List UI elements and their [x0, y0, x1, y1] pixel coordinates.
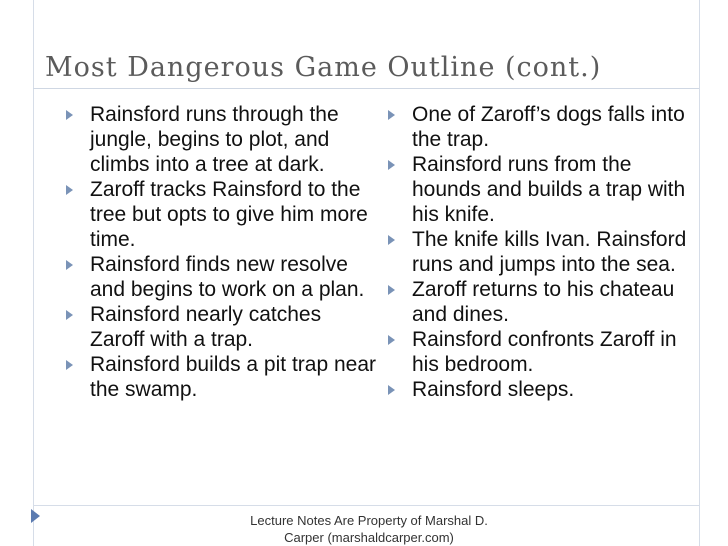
- bullet-text: Rainsford finds new resolve and begins to work on a plan.: [90, 253, 365, 301]
- slide-title: Most Dangerous Game Outline (cont.): [45, 52, 602, 83]
- title-underline: [33, 88, 699, 89]
- right-bullet-list: [388, 102, 688, 402]
- bullet-triangle-icon: [66, 260, 73, 270]
- footer-rule: [33, 505, 699, 506]
- bullet-text: One of Zaroff’s dogs falls into the trap.: [412, 103, 685, 151]
- bullet-text: Rainsford runs through the jungle, begins to plot, and climbs into a tree at dark.: [90, 103, 339, 176]
- bullet-text: Rainsford builds a pit trap near the swamp.: [90, 353, 376, 401]
- bullet-item: [66, 102, 376, 177]
- bullet-item: [388, 152, 688, 227]
- footer-arrow-icon: [31, 509, 40, 523]
- bullet-item: [66, 177, 376, 252]
- bullet-text: Rainsford runs from the hounds and builds a trap with his knife.: [412, 153, 686, 226]
- frame-left-line: [33, 0, 34, 546]
- bullet-triangle-icon: [66, 110, 73, 120]
- bullet-text: Zaroff tracks Rainsford to the tree but opts to give him more time.: [90, 178, 368, 251]
- bullet-text: Rainsford sleeps.: [412, 378, 575, 401]
- bullet-item: [388, 102, 688, 152]
- bullet-triangle-icon: [388, 160, 395, 170]
- bullet-item: [388, 377, 688, 402]
- bullet-triangle-icon: [388, 285, 395, 295]
- bullet-item: [388, 277, 688, 327]
- bullet-triangle-icon: [66, 185, 73, 195]
- frame-right-line: [699, 0, 700, 546]
- bullet-text: Zaroff returns to his chateau and dines.: [412, 278, 675, 326]
- bullet-triangle-icon: [388, 110, 395, 120]
- bullet-triangle-icon: [388, 385, 395, 395]
- bullet-triangle-icon: [388, 235, 395, 245]
- bullet-triangle-icon: [66, 310, 73, 320]
- bullet-item: [388, 227, 688, 277]
- footer-note: Lecture Notes Are Property of Marshal D. Carper (marshaldcarper.com): [250, 513, 488, 545]
- bullet-item: [66, 352, 376, 402]
- bullet-text: The knife kills Ivan. Rainsford runs and jumps into the sea.: [412, 228, 687, 276]
- bullet-item: [66, 252, 376, 302]
- left-bullet-list: [66, 102, 376, 402]
- bullet-text: Rainsford confronts Zaroff in his bedroom.: [412, 328, 677, 376]
- bullet-triangle-icon: [388, 335, 395, 345]
- bullet-item: [388, 327, 688, 377]
- bullet-triangle-icon: [66, 360, 73, 370]
- bullet-item: [66, 302, 376, 352]
- bullet-text: Rainsford nearly catches Zaroff with a trap.: [90, 303, 322, 351]
